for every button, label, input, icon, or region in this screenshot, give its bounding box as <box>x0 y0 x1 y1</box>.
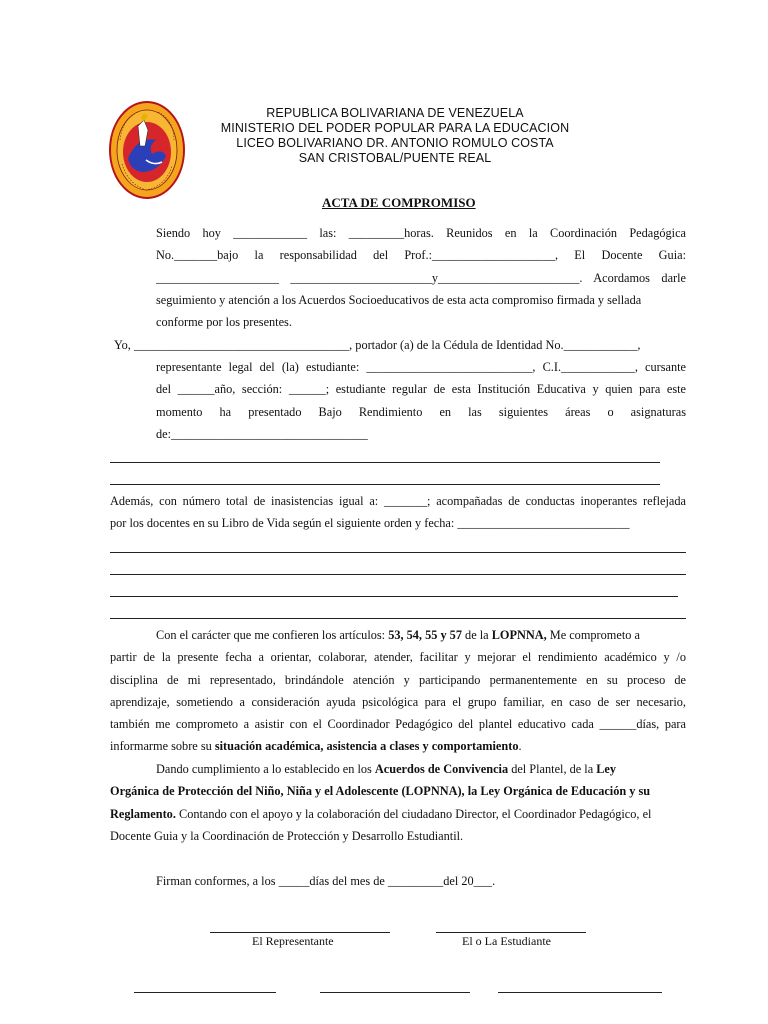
p3-line-1: Además, con número total de inasistencias igual a: _______; acompañadas de conductas inoperantes reflejada <box>110 494 686 508</box>
signature-line <box>498 992 662 993</box>
closing-statement <box>156 870 686 892</box>
header-line-2: MINISTERIO DEL PODER POPULAR PARA LA EDUCACION <box>220 121 570 135</box>
representative-signature-line <box>210 932 390 933</box>
p5-line-3: Reglamento. Contando con el apoyo y la colaboración del ciudadano Director, el Coordinador Pedagógico, el <box>110 806 652 821</box>
blank-line <box>110 596 678 597</box>
p4-line-2: partir de la presente fecha a orientar, colaborar, atender, facilitar y mejorar el rendimiento académico y /o <box>110 650 686 665</box>
institution-header <box>210 106 580 166</box>
blank-line <box>110 552 686 553</box>
p2-line-1: Yo, ___________________________________, portador (a) de la Cédula de Identidad No.____________, <box>114 338 641 352</box>
paragraph-representative <box>114 334 686 356</box>
signature-line <box>320 992 470 993</box>
p4-line-6: informarme sobre su situación académica, asistencia a clases y comportamiento. <box>110 739 522 754</box>
header-line-3: LICEO BOLIVARIANO DR. ANTONIO ROMULO COSTA <box>236 136 554 150</box>
document-title: ACTA DE COMPROMISO <box>322 195 476 210</box>
p4-line-4: aprendizaje, sometiendo a consideración ayuda psicológica para el grupo familiar, en caso de ser necesario, <box>110 694 686 709</box>
p2-line-5: de:________________________________ <box>156 426 368 441</box>
closing-line: Firman conformes, a los _____días del mes de _________del 20___. <box>156 874 496 888</box>
student-signature-label: El o La Estudiante <box>462 934 551 948</box>
p1-line-3: ____________________ _______________________y_______________________. Acordamos darle <box>156 270 686 285</box>
p1-line-2: No._______bajo la responsabilidad del Prof.:____________________, El Docente Guia: <box>156 248 686 263</box>
blank-line <box>110 574 686 575</box>
header-line-4: SAN CRISTOBAL/PUENTE REAL <box>298 151 492 165</box>
p5-line-2: Orgánica de Protección del Niño, Niña y el Adolescente (LOPNNA), la Ley Orgánica de Educación y su <box>110 784 651 799</box>
school-seal-logo <box>108 100 186 200</box>
header-line-1: REPUBLICA BOLIVARIANA DE VENEZUELA <box>266 106 524 120</box>
blank-line <box>110 462 660 463</box>
blank-line <box>110 484 660 485</box>
p5-line-4: Docente Guia y la Coordinación de Protección y Desarrollo Estudiantil. <box>110 828 464 843</box>
p4-line-3: disciplina de mi representado, brindándole atención y participando permanentemente en su proceso de <box>110 672 686 687</box>
p3-line-2: por los docentes en su Libro de Vida según el siguiente orden y fecha: ____________________________ <box>110 516 630 531</box>
p5-line-1: Dando cumplimiento a lo establecido en los Acuerdos de Convivencia del Plantel, de la Ley <box>156 762 617 776</box>
representative-signature-label: El Representante <box>252 934 334 948</box>
paragraph-meeting <box>156 222 686 333</box>
p4-line-1: Con el carácter que me confieren los artículos: 53, 54, 55 y 57 de la LOPNNA, Me comprometo a <box>156 628 640 642</box>
paragraph-commitment <box>110 624 686 758</box>
blank-line <box>110 618 686 619</box>
p2-line-4: momento ha presentado Bajo Rendimiento en las siguientes áreas o asignaturas <box>156 404 686 419</box>
p2-line-3: del ______año, sección: ______; estudiante regular de esta Institución Educativa y quien para este <box>156 382 686 397</box>
p2-line-2: representante legal del (la) estudiante: ___________________________, C.I.____________, cursante <box>156 360 686 374</box>
p1-line-4: seguimiento y atención a los Acuerdos Socioeducativos de esta acta compromiso firmada y sellada <box>156 292 642 307</box>
paragraph-compliance <box>110 758 686 847</box>
signature-line <box>134 992 276 993</box>
student-signature-line <box>436 932 586 933</box>
paragraph-absences <box>110 490 686 535</box>
p1-line-1: Siendo hoy ____________ las: _________horas. Reunidos en la Coordinación Pedagógica <box>156 226 686 240</box>
p4-line-5: también me comprometo a asistir con el Coordinador Pedagógico del plantel educativo cada ______días, para <box>110 717 686 732</box>
p1-line-5: conforme por los presentes. <box>156 315 292 330</box>
paragraph-representative-cont <box>156 356 686 445</box>
